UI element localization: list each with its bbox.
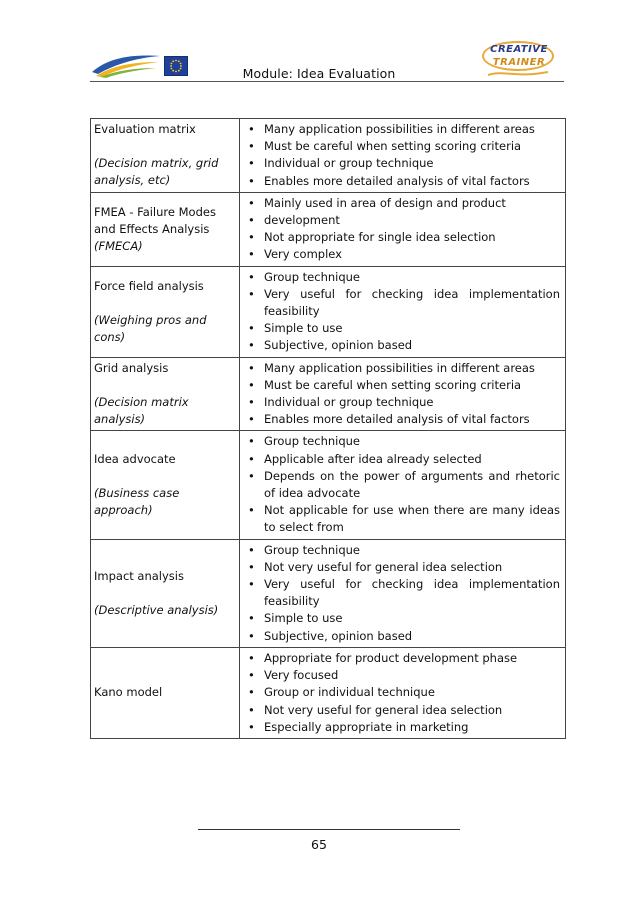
method-name: Force field analysis: [94, 278, 204, 293]
logo-line1: CREATIVE: [490, 44, 548, 55]
list-item: • development: [244, 212, 560, 229]
points-cell: [240, 539, 566, 647]
method-alt-name: (Descriptive analysis): [94, 602, 219, 617]
table-row: [91, 266, 566, 357]
table-row: [91, 357, 566, 431]
method-cell: [91, 119, 240, 193]
points-cell: [240, 192, 566, 266]
table-row: [91, 192, 566, 266]
list-item: • Group technique: [244, 269, 560, 286]
evaluation-methods-table: [90, 118, 566, 739]
list-item: • Not very useful for general idea selection: [244, 559, 560, 576]
list-item: • Very useful for checking idea implementation feasibility: [244, 576, 560, 610]
header-divider: [90, 81, 564, 82]
list-item: • Enables more detailed analysis of vital factors: [244, 411, 560, 428]
list-item: • Many application possibilities in different areas: [244, 121, 560, 138]
list-item: • Must be careful when setting scoring criteria: [244, 377, 560, 394]
method-cell: [91, 431, 240, 539]
method-cell: [91, 647, 240, 738]
points-cell: [240, 119, 566, 193]
table-row: [91, 647, 566, 738]
points-cell: [240, 266, 566, 357]
page-number: 65: [311, 837, 327, 852]
method-cell: [91, 192, 240, 266]
method-name: Idea advocate: [94, 452, 176, 467]
list-item: • Group technique: [244, 433, 560, 450]
method-alt-name: (Weighing pros and cons): [94, 312, 207, 344]
list-item: • Individual or group technique: [244, 394, 560, 411]
list-item: • Simple to use: [244, 320, 560, 337]
table-row: [91, 431, 566, 539]
points-cell: [240, 431, 566, 539]
method-alt-name: (Decision matrix analysis): [94, 394, 189, 426]
points-cell: [240, 647, 566, 738]
list-item: • Group technique: [244, 542, 560, 559]
method-name: Impact analysis: [94, 568, 184, 583]
list-item: • Subjective, opinion based: [244, 337, 560, 354]
list-item: • Applicable after idea already selected: [244, 451, 560, 468]
table-row: [91, 119, 566, 193]
list-item: • Especially appropriate in marketing: [244, 719, 560, 736]
list-item: • Mainly used in area of design and product: [244, 195, 560, 212]
method-name: Grid analysis: [94, 360, 169, 375]
list-item: • Subjective, opinion based: [244, 628, 560, 645]
method-alt-name: (Business case approach): [94, 486, 180, 518]
method-cell: [91, 539, 240, 647]
table-row: [91, 539, 566, 647]
list-item: • Group or individual technique: [244, 684, 560, 701]
list-item: • Very focused: [244, 667, 560, 684]
method-name: Evaluation matrix: [94, 122, 196, 136]
list-item: • Very useful for checking idea implementation feasibility: [244, 286, 560, 320]
method-cell: [91, 357, 240, 431]
logo-line2: TRAINER: [492, 57, 546, 68]
list-item: • Must be careful when setting scoring criteria: [244, 138, 560, 155]
list-item: • Not appropriate for single idea selection: [244, 229, 560, 246]
list-item: • Not very useful for general idea selection: [244, 702, 560, 719]
method-alt-name: (FMECA): [94, 238, 143, 253]
list-item: • Many application possibilities in different areas: [244, 360, 560, 377]
list-item: • Appropriate for product development phase: [244, 650, 560, 667]
method-name: FMEA - Failure Modes and Effects Analysis: [94, 204, 216, 236]
list-item: • Simple to use: [244, 610, 560, 627]
page-header: [0, 0, 638, 82]
list-item: • Not applicable for use when there are many ideas to select from: [244, 502, 560, 536]
list-item: • Very complex: [244, 246, 560, 263]
list-item: • Individual or group technique: [244, 155, 560, 172]
footer-divider: [198, 829, 460, 830]
method-cell: [91, 266, 240, 357]
method-alt-name: (Decision matrix, grid analysis, etc): [94, 156, 219, 187]
method-name: Kano model: [94, 685, 163, 700]
points-cell: [240, 357, 566, 431]
module-title: Module: Idea Evaluation: [242, 66, 396, 81]
list-item: • Depends on the power of arguments and rhetoric of idea advocate: [244, 468, 560, 502]
list-item: • Enables more detailed analysis of vital factors: [244, 173, 560, 190]
